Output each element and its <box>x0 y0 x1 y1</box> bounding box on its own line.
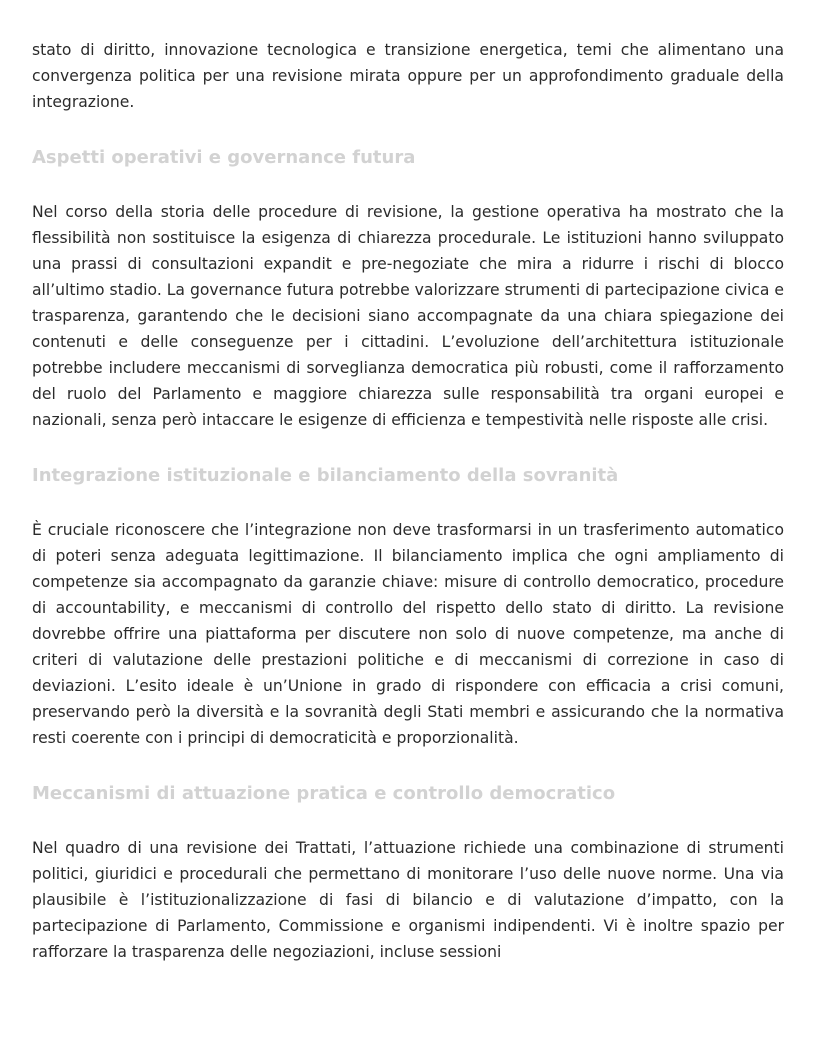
document-page <box>32 37 784 965</box>
paragraph: Nel quadro di una revisione dei Trattati, l’attuazione richiede una combinazione di strumenti politici, giuridici e procedurali che permettano di monitorare l’uso delle nuove norme. Una via plausibile è l’istituzionalizzazione di fasi di bilancio e di valutazione d’impatto, con la partecipazione di Parlamento, Commissione e organismi indipendenti. Vi è inoltre spazio per rafforzare la trasparenza delle negoziazioni, incluse sessioni <box>32 839 784 961</box>
paragraph: stato di diritto, innovazione tecnologica e transizione energetica, temi che alimentano una convergenza politica per una revisione mirata oppure per un approfondimento graduale della integrazione. <box>32 41 784 111</box>
section-heading: Integrazione istituzionale e bilanciamento della sovranità <box>32 465 619 486</box>
section-heading: Meccanismi di attuazione pratica e controllo democratico <box>32 783 616 804</box>
section-heading: Aspetti operativi e governance futura <box>32 147 416 168</box>
paragraph: Nel corso della storia delle procedure di revisione, la gestione operativa ha mostrato che la flessibilità non sostituisce la esigenza di chiarezza procedurale. Le istituzioni hanno sviluppato una prassi di consultazioni expandit e pre-negoziate che mira a ridurre i rischi di blocco all’ultimo stadio. La governance futura potrebbe valorizzare strumenti di partecipazione civica e trasparenza, garantendo che le decisioni siano accompagnate da una chiara spiegazione dei contenuti e delle conseguenze per i cittadini. L’evoluzione dell’architettura istituzionale potrebbe includere meccanismi di sorveglianza democratica più robusti, come il rafforzamento del ruolo del Parlamento e maggiore chiarezza sulle responsabilità tra organi europei e nazionali, senza però intaccare le esigenze di efficienza e tempestività nelle risposte alle crisi. <box>32 203 784 429</box>
paragraph: È cruciale riconoscere che l’integrazione non deve trasformarsi in un trasferimento automatico di poteri senza adeguata legittimazione. Il bilanciamento implica che ogni ampliamento di competenze sia accompagnato da garanzie chiave: misure di controllo democratico, procedure di accountability, e meccanismi di controllo del rispetto dello stato di diritto. La revisione dovrebbe offrire una piattaforma per discutere non solo di nuove competenze, ma anche di criteri di valutazione delle prestazioni politiche e di meccanismi di correzione in caso di deviazioni. L’esito ideale è un’Unione in grado di rispondere con efficacia a crisi comuni, preservando però la diversità e la sovranità degli Stati membri e assicurando che la normativa resti coerente con i principi di democraticità e proporzionalità. <box>32 521 784 747</box>
